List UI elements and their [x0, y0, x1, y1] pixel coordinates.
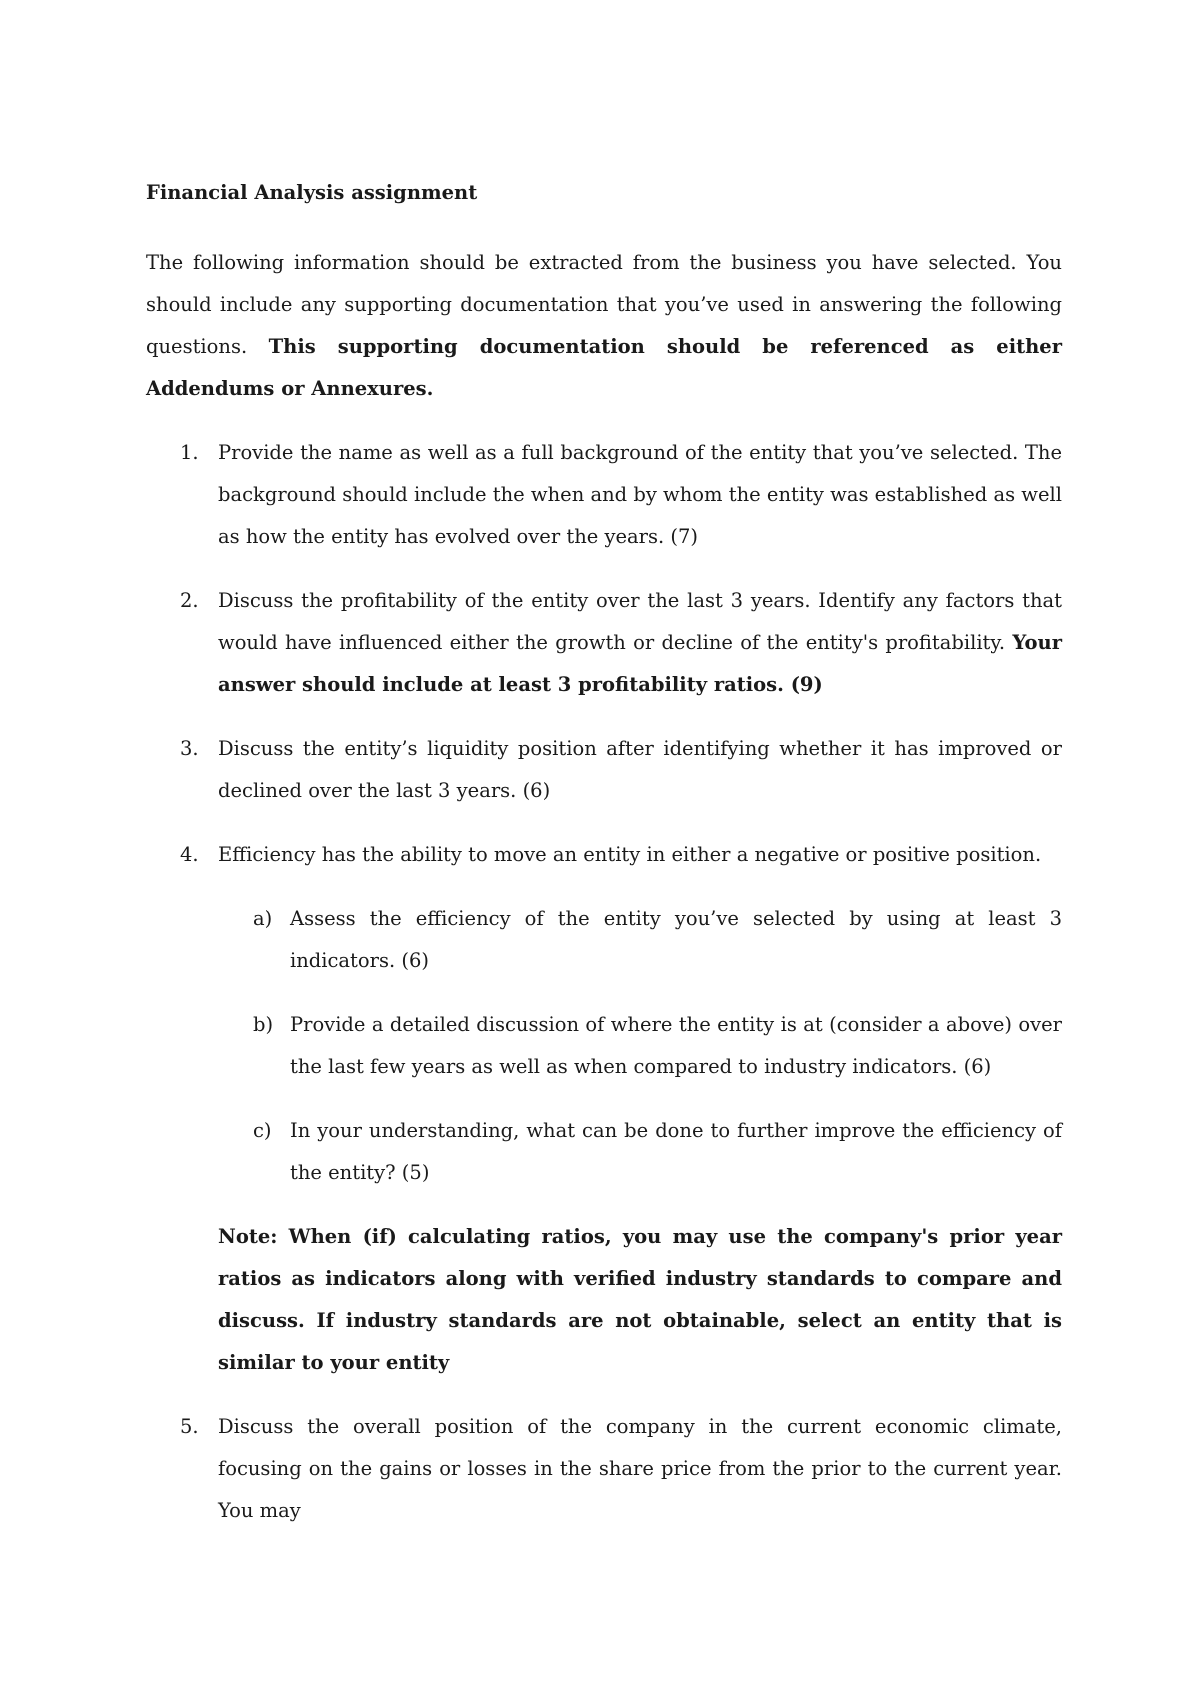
question-number: 3.	[180, 737, 199, 760]
intro-paragraph	[146, 242, 1062, 410]
question-number: 1.	[180, 441, 199, 464]
subquestion-text: In your understanding, what can be done to further improve the efficiency of the entity? (5)	[290, 1119, 1062, 1184]
subquestion-text: Assess the efficiency of the entity you’ve selected by using at least 3 indicators. (6)	[290, 907, 1062, 972]
document-title: Financial Analysis assignment	[146, 181, 478, 204]
question-text: Discuss the overall position of the company in the current economic climate, focusing on the gains or losses in the share price from the prior to the current year. You may	[218, 1415, 1062, 1522]
intro-text: The following information should be extracted from the business you have selected. You should include any supporting documentation that you’ve used in answering the following questions.	[146, 251, 1062, 358]
question-2	[146, 580, 1062, 706]
question-text: Discuss the entity’s liquidity position after identifying whether it has improved or declined over the last 3 years. (6)	[218, 737, 1062, 802]
question-text: Provide the name as well as a full background of the entity that you’ve selected. The background should include the when and by whom the entity was established as well as how the entity has evolved over the years. (7)	[218, 441, 1062, 548]
ratio-note: Note: When (if) calculating ratios, you may use the company's prior year ratios as indicators along with verified industry standards to compare and discuss. If industry standards are not obtainable, select an entity that is similar to your entity	[218, 1225, 1062, 1374]
subquestion-text: Provide a detailed discussion of where the entity is at (consider a above) over the last few years as well as when compared to industry indicators. (6)	[290, 1013, 1062, 1078]
question-number: 2.	[180, 589, 199, 612]
subquestion-letter: b)	[253, 1013, 274, 1036]
subquestion-c	[253, 1110, 1062, 1194]
question-5	[146, 1406, 1062, 1532]
question-1	[146, 432, 1062, 558]
question-bold-text: Your answer should include at least 3 profitability ratios. (9)	[218, 631, 1062, 696]
intro-bold-text: This supporting documentation should be referenced as either Addendums or Annexures.	[146, 335, 1062, 400]
subquestion-b	[253, 1004, 1062, 1088]
question-number: 5.	[180, 1415, 199, 1438]
question-3	[146, 728, 1062, 812]
subquestion-letter: c)	[253, 1119, 272, 1142]
question-text: Discuss the profitability of the entity over the last 3 years. Identify any factors that would have influenced either the growth or decline of the entity's profitability.	[218, 589, 1062, 654]
document-body	[146, 172, 1062, 1554]
question-text: Efficiency has the ability to move an entity in either a negative or positive position.	[218, 843, 1042, 866]
question-number: 4.	[180, 843, 199, 866]
subquestion-letter: a)	[253, 907, 273, 930]
subquestion-a	[253, 898, 1062, 982]
question-4	[146, 834, 1062, 876]
